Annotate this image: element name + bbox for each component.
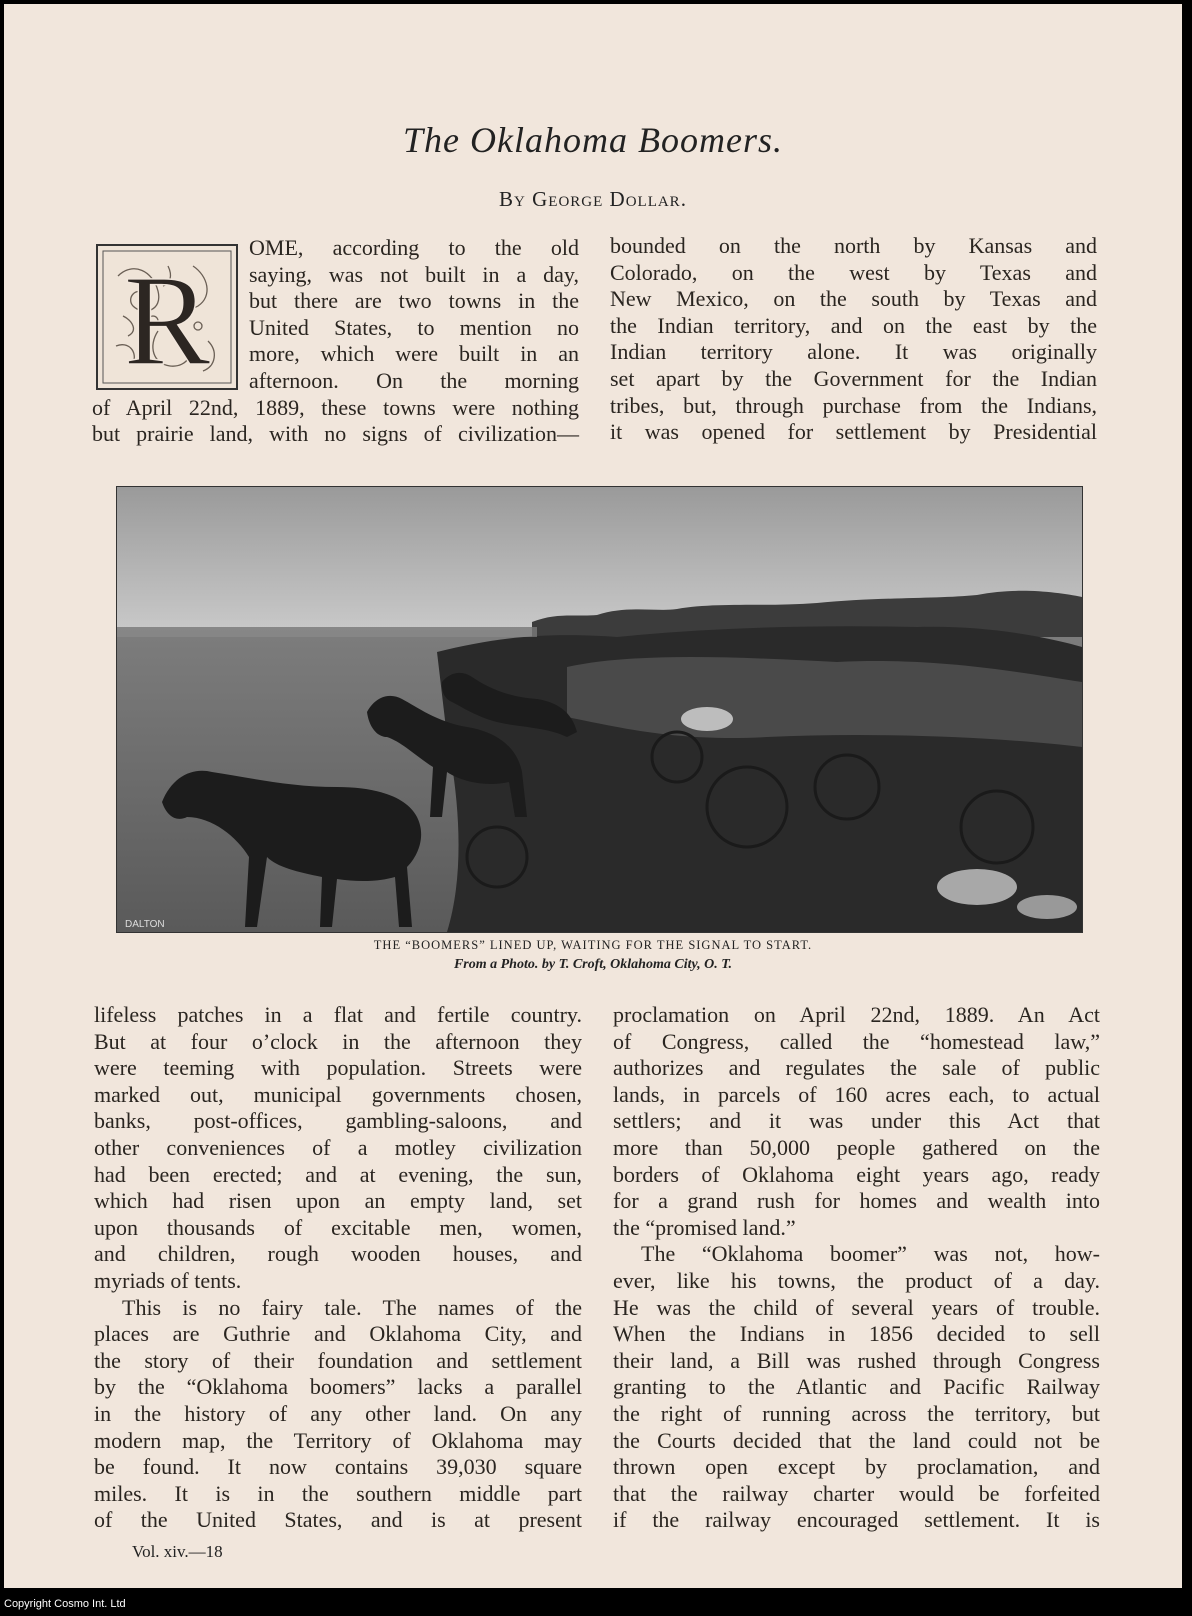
dropcap-ornament-icon <box>98 246 236 388</box>
text-line: saying, was not built in a day, <box>249 261 579 287</box>
text-line: Indian territory alone. It was originally <box>610 339 1097 365</box>
bottom-right-column <box>613 1002 1100 1534</box>
text-line: in the history of any other land. On any <box>94 1400 582 1426</box>
photo-illustration <box>117 487 1082 932</box>
text-line: lands, in parcels of 160 acres each, to actual <box>613 1081 1100 1107</box>
text-line: of Congress, called the “homestead law,” <box>613 1028 1100 1054</box>
text-line: that the railway charter would be forfeited <box>613 1480 1100 1506</box>
text-line: United States, to mention no <box>249 314 579 340</box>
text-line: upon thousands of excitable men, women, <box>94 1214 582 1240</box>
svg-text:R: R <box>123 249 211 388</box>
text-line: modern map, the Territory of Oklahoma may <box>94 1427 582 1453</box>
text-line: it was opened for settlement by Presidential <box>610 419 1097 445</box>
text-line: banks, post-offices, gambling-saloons, and <box>94 1108 582 1134</box>
text-line: lifeless patches in a flat and fertile country. <box>94 1002 582 1027</box>
top-right-column <box>610 233 1097 446</box>
text-line: borders of Oklahoma eight years ago, ready <box>613 1161 1100 1187</box>
text-line: and children, rough wooden houses, and <box>94 1241 582 1267</box>
text-line: settlers; and it was under this Act that <box>613 1108 1100 1134</box>
text-line: bounded on the north by Kansas and <box>610 233 1097 258</box>
photo-credit: From a Photo. by T. Croft, Oklahoma City, O. T. <box>453 957 733 972</box>
text-line: if the railway encouraged settlement. It is <box>613 1507 1100 1533</box>
text-line: the story of their foundation and settlement <box>94 1347 582 1373</box>
text-line: their land, a Bill was rushed through Congress <box>613 1347 1100 1373</box>
text-line: miles. It is in the southern middle part <box>94 1480 582 1506</box>
text-line: ever, like his towns, the product of a day. <box>613 1267 1100 1293</box>
photo-caption: THE “BOOMERS” LINED UP, WAITING FOR THE SIGNAL TO START. <box>373 938 813 952</box>
top-left-column <box>249 235 579 395</box>
text-line: places are Guthrie and Oklahoma City, and <box>94 1321 582 1347</box>
text-line: But at four o’clock in the afternoon they <box>94 1028 582 1054</box>
text-line: granting to the Atlantic and Pacific Railway <box>613 1374 1100 1400</box>
text-line: New Mexico, on the south by Texas and <box>610 286 1097 312</box>
photo-signature: DALTON <box>125 919 165 930</box>
dropcap-r <box>96 244 238 390</box>
text-line: myriads of tents. <box>94 1267 242 1293</box>
text-line: but prairie land, with no signs of civilization— <box>92 421 579 447</box>
text-line: more, which were built in an <box>249 341 579 367</box>
magazine-page <box>4 4 1182 1588</box>
article-byline: By George Dollar. <box>499 187 687 211</box>
text-line: OME, according to the old <box>249 235 579 260</box>
text-line: for a grand rush for homes and wealth into <box>613 1188 1100 1214</box>
text-line: proclamation on April 22nd, 1889. An Act <box>613 1002 1100 1027</box>
text-line: When the Indians in 1856 decided to sell <box>613 1321 1100 1347</box>
text-line: The “Oklahoma boomer” was not, how- <box>641 1241 1100 1267</box>
text-line: be found. It now contains 39,030 square <box>94 1454 582 1480</box>
text-line: of the United States, and is at present <box>94 1507 582 1533</box>
text-line: more than 50,000 people gathered on the <box>613 1134 1100 1160</box>
page-folio: Vol. xiv.—18 <box>132 1542 223 1561</box>
boomers-photograph <box>116 486 1083 933</box>
text-line: were teeming with population. Streets were <box>94 1055 582 1081</box>
article-title: The Oklahoma Boomers. <box>403 120 783 160</box>
text-line: marked out, municipal governments chosen, <box>94 1081 582 1107</box>
text-line: other conveniences of a motley civilization <box>94 1134 582 1160</box>
text-line: the Indian territory, and on the east by the <box>610 312 1097 338</box>
text-line: thrown open except by proclamation, and <box>613 1454 1100 1480</box>
text-line: tribes, but, through purchase from the Indians, <box>610 392 1097 418</box>
text-line: which had risen upon an empty land, set <box>94 1188 582 1214</box>
text-line: had been erected; and at evening, the sun, <box>94 1161 582 1187</box>
text-line: but there are two towns in the <box>249 288 579 314</box>
text-line: the right of running across the territory, but <box>613 1400 1100 1426</box>
text-line: the Courts decided that the land could not be <box>613 1427 1100 1453</box>
text-line: This is no fairy tale. The names of the <box>122 1294 582 1320</box>
text-line: the “promised land.” <box>613 1214 796 1240</box>
text-line: Colorado, on the west by Texas and <box>610 259 1097 285</box>
top-left-column-full <box>92 395 579 448</box>
copyright-notice: Copyright Cosmo Int. Ltd <box>4 1598 126 1610</box>
bottom-left-column <box>94 1002 582 1534</box>
text-line: by the “Oklahoma boomers” lacks a parallel <box>94 1374 582 1400</box>
text-line: He was the child of several years of trouble. <box>613 1294 1100 1320</box>
text-line: of April 22nd, 1889, these towns were nothing <box>92 394 579 420</box>
text-line: set apart by the Government for the Indian <box>610 365 1097 391</box>
text-line: authorizes and regulates the sale of public <box>613 1055 1100 1081</box>
text-line: afternoon. On the morning <box>249 367 579 393</box>
